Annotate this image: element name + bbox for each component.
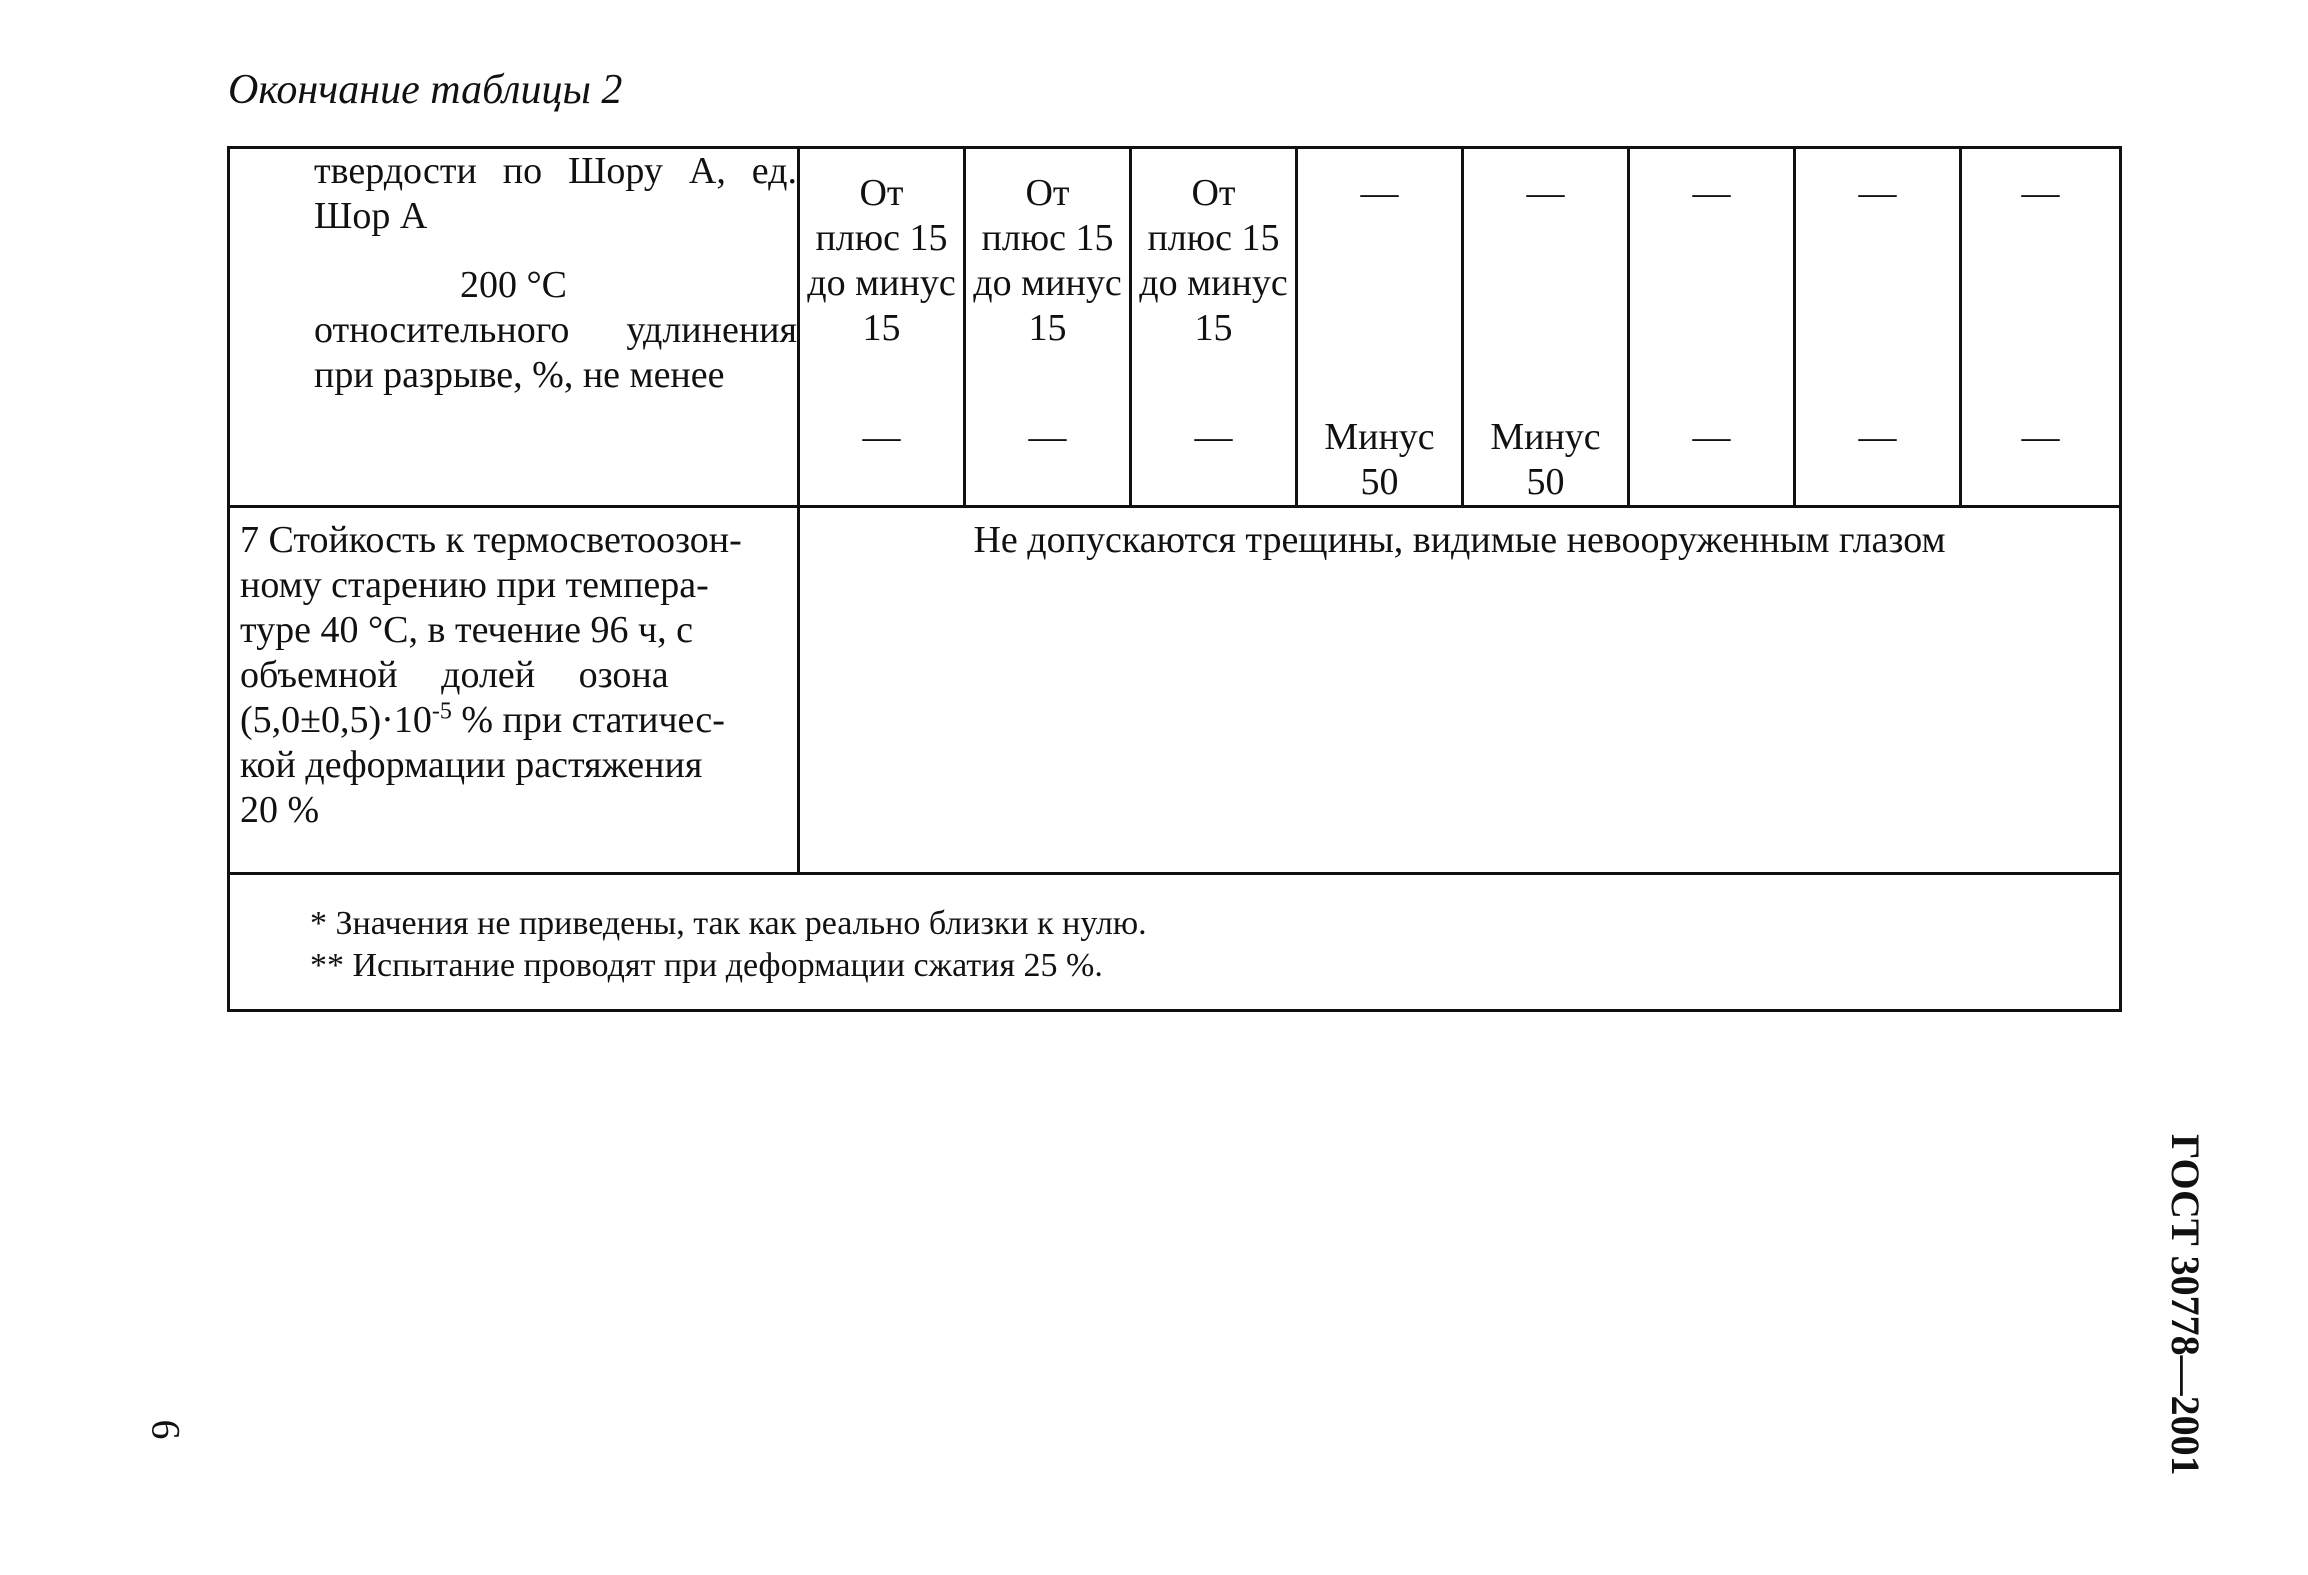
footnotes [229,874,2121,1011]
value-cell [799,148,965,507]
hardness-value: От плюс 15 до минус 15 [973,172,1122,349]
value-cell [965,148,1131,507]
page-number: 6 [143,1419,189,1440]
property-cell [229,148,799,507]
value-cell [1297,148,1463,507]
hardness-value: — [1360,172,1399,214]
hardness-value: — [1858,172,1897,214]
hardness-value: От плюс 15 до минус 15 [807,172,956,349]
table-row [229,148,2121,507]
elongation-value: — [1858,416,1897,458]
hardness-value: От плюс 15 до минус 15 [1139,172,1288,349]
temperature-label: 200 °С [459,264,568,306]
elongation-value: — [1194,416,1233,458]
hardness-label: твердости по Шору А, ед. Шор А [314,150,797,237]
hardness-value: — [2021,172,2060,214]
ozone-resistance-value: Не допускаются трещины, видимые невооруженным глазом [799,507,2121,874]
value-cell [1463,148,1629,507]
footnote: * Значения не приведены, так как реально близки к нулю. [310,905,1147,942]
table-row [229,874,2121,1011]
hardness-value: — [1692,172,1731,214]
elongation-value: — [2021,416,2060,458]
footnote: ** Испытание проводят при деформации сжатия 25 %. [310,947,1103,984]
ozone-resistance-label [229,507,799,874]
value-cell [1795,148,1961,507]
elongation-value: Минус 50 [1490,416,1601,503]
value-cell [1629,148,1795,507]
label-line: ному старению при темпера- [240,564,709,606]
table-row [229,507,2121,874]
elongation-label: относительного удлинения при разрыве, %, не менее [314,309,797,396]
value-cell [1131,148,1297,507]
elongation-value: — [862,416,901,458]
label-line: $(5,0\pm 0,5)\cdot 10^{-5}$ % при статичес- [240,698,725,741]
elongation-value: — [1692,416,1731,458]
table-caption: Окончание таблицы 2 [228,67,623,113]
hardness-value: — [1526,172,1565,214]
label-line: туре 40 °С, в течение 96 ч, с [240,609,693,651]
spec-table [227,146,2122,1012]
elongation-value: Минус 50 [1324,416,1435,503]
value-cell [1961,148,2121,507]
label-line: кой деформации растяжения [240,744,703,786]
label-line: объемной долей озона [240,654,669,696]
label-line: 7 Стойкость к термосветоозон- [240,519,742,561]
elongation-value: — [1028,416,1067,458]
label-line: 20 % [240,789,320,831]
document-code: ГОСТ 30778—2001 [2163,1134,2208,1476]
